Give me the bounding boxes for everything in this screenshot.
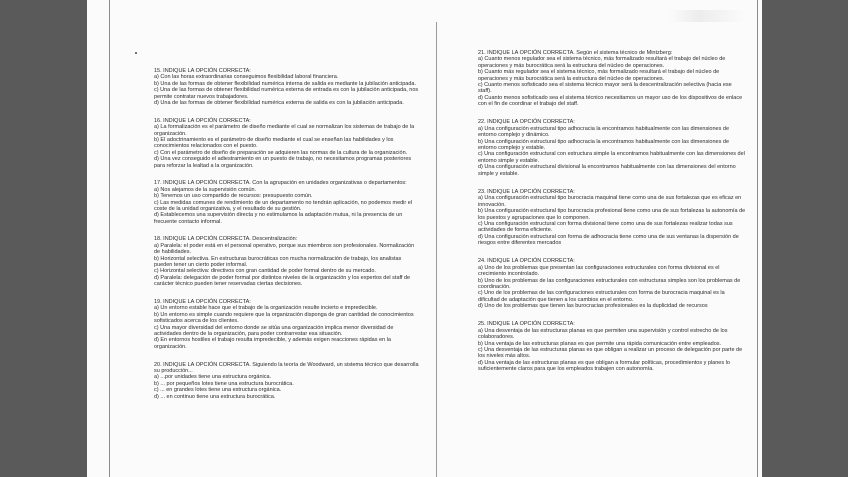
answer-option: d) Paralela: delegación de poder formal por distintos niveles de la organización y los expertos del staff de carácter técnico pueden tener reservadas ciertas decisiones. xyxy=(154,274,411,288)
answer-option: b) Una configuración estructural tipo adhocracia la encontramos habitualmente con las dimensiones de entorno complejo y estable. xyxy=(478,138,730,152)
answer-option: c) Una de las formas de obtener flexibilidad numérica externa de entrada es con la jubilación anticipada, nos permite contratar nuevos trabajadores. xyxy=(154,87,419,100)
question-block xyxy=(154,68,419,106)
scan-header-smudge xyxy=(668,10,746,22)
question-block xyxy=(154,362,419,400)
answer-option: a) Con las horas extraordinarias conseguimos flexibilidad laboral financiera. xyxy=(154,74,339,81)
answer-option: c) Uno de los problemas de las configuraciones estructurales con forma de burocracia maquinal es la dificultad de adaptación que tienen a los cambios en el entorno. xyxy=(478,290,725,303)
question-stem: 21. INDIQUE LA OPCIÓN CORRECTA. Según el sistema técnico de Mintzberg: xyxy=(478,50,673,56)
question-stem: 19. INDIQUE LA OPCIÓN CORRECTA: xyxy=(154,298,251,305)
answer-option: a) Una configuración estructural tipo burocracia maquinal tiene como una de sus fortalezas que es eficaz en innovación. xyxy=(478,195,742,208)
answer-option: c) Una configuración estructural con forma divisional tiene como una de sus fortalezas realizar todas sus actividades de forma eficiente. xyxy=(478,220,733,234)
answer-option: c) Una desventaja de las estructuras planas es que obligan a realizar un proceso de delegación por parte de los niveles más altos. xyxy=(478,347,743,360)
answer-option: c) Las medidas comunes de rendimiento de un departamento no tendrán aplicación, no podemos medir el coste de la unidad organizativa, y el resultado de su gestión. xyxy=(154,199,413,212)
page-border-left xyxy=(109,0,110,477)
right-question-column xyxy=(478,50,746,384)
answer-option: b) Un entorno es simple cuando requiere que la organización disponga de gran cantidad de conocimientos sofisticados acerca de los clientes. xyxy=(154,311,414,325)
answer-option: a) Nos alejamos de la supervisión común. xyxy=(154,186,257,193)
answer-option: b) El adoctrinamiento es el parámetro de diseño mediante el cual se enseñan las habilidades y los conocimientos relacionados con el puesto. xyxy=(154,136,394,150)
answer-option: a) Una desventaja de las estructuras planas es que permiten una supervisión y control estrecho de los colaboradores. xyxy=(478,327,728,341)
document-page xyxy=(87,0,762,477)
answer-option: a) Cuanto menos regulador sea el sistema técnico, más formalizado resultará el trabajo del núcleo de operaciones y más burocrática será la estructura del núcleo de operaciones. xyxy=(478,56,726,69)
question-stem: 20. INDIQUE LA OPCIÓN CORRECTA. Siguiendo la teoría de Woodward, un sistema técnico que desarrolla su producción... xyxy=(154,361,419,374)
question-stem: 23. INDIQUE LA OPCIÓN CORRECTA: xyxy=(478,188,575,195)
answer-option: a) Una configuración estructural tipo adhocracia la encontramos habitualmente con las dimensiones de entorno complejo y dinámico. xyxy=(478,125,730,139)
answer-option: c) Una configuración estructural con estructura simple la encontramos habitualmente con las dimensiones del entorno simple y estable. xyxy=(478,151,745,164)
answer-option: d) Una ventaja de las estructuras planas es que obligan a formular políticas, procedimientos y planes lo suficientemente claros para que los empleados trabajen con autonomía. xyxy=(478,359,730,373)
answer-option: d) En entornos hostiles el trabajo resulta impredecible, y además exigen reacciones rápidas en la organización. xyxy=(154,337,391,350)
answer-option: d) ... en continuo tiene una estructura burocrática. xyxy=(154,393,276,400)
question-stem: 15. INDIQUE LA OPCIÓN CORRECTA: xyxy=(154,68,251,74)
scan-speck xyxy=(135,52,137,54)
answer-option: b) Una configuración estructural tipo burocracia profesional tiene como una de sus fortalezas la autonomía de los puestos y agrupaciones que lo componen. xyxy=(478,208,746,221)
answer-option: b) Horizontal selectiva. En estructuras burocráticas con mucha normalización de trabajo, los analistas pueden tener un cierto poder informal. xyxy=(154,255,402,269)
answer-option: b) ... por pequeños lotes tiene una estructura burocrática. xyxy=(154,380,294,387)
answer-option: d) Una vez conseguido el adiestramiento en un puesto de trabajo, no necesitamos programas posteriores para reforzar la lealtad a la organización. xyxy=(154,156,412,169)
question-stem: 18. INDIQUE LA OPCIÓN CORRECTA. Descentralización: xyxy=(154,236,298,243)
question-block xyxy=(154,299,419,350)
answer-option: b) Una de las formas de obtener flexibilidad numérica interna de salida es mediante la jubilación anticipada. xyxy=(154,80,417,87)
answer-option: c) Una mayor diversidad del entorno donde se sitúa una organización implica menor diversidad de actividades dentro de la organización, para poder contrarrestar esa situación. xyxy=(154,324,394,337)
answer-option: a) ...por unidades tiene una estructura orgánica. xyxy=(154,374,272,381)
column-divider xyxy=(436,22,437,477)
question-block xyxy=(478,258,746,309)
left-question-column xyxy=(154,68,419,411)
question-block xyxy=(478,189,746,247)
question-block xyxy=(478,321,746,372)
answer-option: c) Cuanto menos sofisticado sea el sistema técnico mayor será la descentralización selectiva (hacia ese staff). xyxy=(478,82,732,95)
answer-option: c) Horizontal selectiva: directivos con gran cantidad de poder formal dentro de su mercado. xyxy=(154,268,376,275)
answer-option: d) Establecemos una supervisión directa y no estimulamos la adaptación mutua, ni la presencia de un frecuente contacto informal. xyxy=(154,212,403,225)
answer-option: d) Una configuración estructural con forma de adhocracia tiene como una de sus ventanas la dispersión de riesgos entre diferentes mercados xyxy=(478,233,739,247)
answer-option: b) Una ventaja de las estructuras planas es que permite una rápida comunicación entre empleados. xyxy=(478,340,722,347)
answer-option: b) Uno de los problemas de las configuraciones estructurales con estructuras simples son los problemas de coordinación. xyxy=(478,277,741,290)
answer-option: a) Paralela: el poder está en el personal operativo, porque sus miembros son profesionales. Normalización de habilidades. xyxy=(154,242,415,256)
question-stem: 22. INDIQUE LA OPCIÓN CORRECTA: xyxy=(478,119,575,126)
answer-option: a) Un entorno estable hace que el trabajo de la organización resulte incierto e impredecible. xyxy=(154,305,378,312)
answer-option: a) Uno de los problemas que presentan las configuraciones estructurales con forma divisional es el crecimiento incontrolado. xyxy=(478,264,720,278)
question-block xyxy=(154,180,419,225)
question-stem: 24. INDIQUE LA OPCIÓN CORRECTA: xyxy=(478,258,575,265)
answer-option: d) Cuanto menos sofisticado sea el sistema técnico necesitamos un mayor uso de los dispositivos de enlace con el fin de coordinar el trabajo del staff. xyxy=(478,94,743,108)
answer-option: c) ... en grandes lotes tiene una estructura orgánica. xyxy=(154,387,282,394)
answer-option: a) La formalización es el parámetro de diseño mediante el cual se normalizan los sistemas de trabajo de la organización. xyxy=(154,124,415,137)
question-block xyxy=(478,50,746,108)
answer-option: d) Una configuración estructural divisional la encontramos habitualmente con las dimensiones del entorno simple y estable. xyxy=(478,164,736,177)
answer-option: c) Con el parámetro de diseño de preparación se adquieren las normas de la cultura de la organización. xyxy=(154,149,408,156)
answer-option: d) Uno de los problemas que tienen las burocracias profesionales es la duplicidad de recursos xyxy=(478,303,708,310)
question-block xyxy=(154,236,419,287)
page-border-right xyxy=(757,0,758,477)
question-stem: 25. INDIQUE LA OPCIÓN CORRECTA: xyxy=(478,321,575,328)
question-block xyxy=(154,118,419,169)
answer-option: b) Cuanto más regulador sea el sistema técnico, más formalizado resultará el trabajo del núcleo de operaciones y más burocrática será la estructura del núcleo de operaciones. xyxy=(478,69,720,82)
question-stem: 17. INDIQUE LA OPCIÓN CORRECTA. Con la agrupación en unidades organizativas o departamentos: xyxy=(154,180,407,187)
question-stem: 16. INDIQUE LA OPCIÓN CORRECTA: xyxy=(154,117,251,124)
answer-option: b) Tenemos un uso compartido de recursos: presupuesto común. xyxy=(154,193,313,200)
answer-option: d) Una de las formas de obtener flexibilidad numérica externa de salida es con la jubilación anticipada. xyxy=(154,100,404,107)
question-block xyxy=(478,119,746,177)
